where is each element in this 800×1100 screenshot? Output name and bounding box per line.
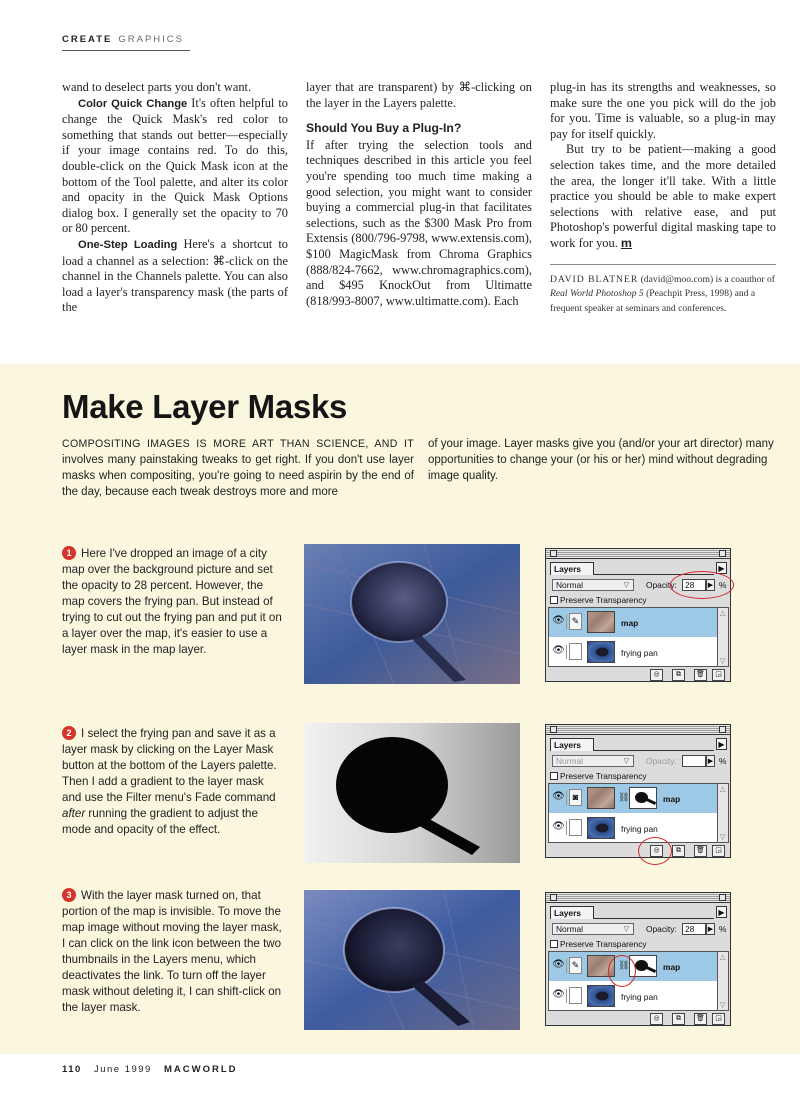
palette-titlebar[interactable] (546, 725, 730, 735)
opacity-slider-arrow-icon[interactable]: ▶ (706, 755, 715, 767)
layers-palette-2 (545, 724, 731, 858)
article-column-3 (550, 80, 776, 316)
eye-icon[interactable]: 👁 (551, 645, 567, 659)
eye-icon[interactable]: 👁 (551, 791, 567, 805)
opacity-field[interactable]: 28 (682, 579, 706, 591)
step-1-photo (304, 544, 520, 684)
checkbox-box[interactable] (550, 940, 558, 948)
article-column-1 (62, 80, 288, 316)
new-layer-button-icon[interactable]: ⧉ (672, 1013, 685, 1025)
author-name: DAVID BLATNER (550, 273, 639, 285)
paintbrush-icon[interactable]: ✎ (569, 613, 582, 630)
map-layer-thumbnail[interactable] (587, 611, 615, 633)
runin-head-color-quick-change: Color Quick Change (78, 97, 188, 110)
blend-mode-value: Normal (556, 924, 583, 934)
page-footer (62, 1064, 238, 1075)
bio-text-1: (david@moo.com) is a coauthor of (638, 273, 775, 285)
bio-book-title: Real World Photoshop 5 (550, 288, 644, 300)
palette-titlebar[interactable] (546, 549, 730, 559)
layer-list (548, 951, 718, 1011)
layer-row-map[interactable] (549, 952, 717, 981)
percent-sign: % (719, 580, 727, 590)
layer-mask-button-icon[interactable]: ◎ (650, 669, 663, 681)
step-3-photo (304, 890, 520, 1030)
layer-name-frying-pan: frying pan (621, 992, 658, 1002)
layer-row-frying-pan[interactable] (549, 982, 717, 1011)
frying-pan-map-image (304, 544, 520, 684)
preserve-transparency-checkbox[interactable] (550, 939, 647, 949)
preserve-transparency-label: Preserve Transparency (560, 771, 647, 781)
eye-icon[interactable]: 👁 (551, 821, 567, 835)
trash-icon[interactable]: 🗑 (694, 1013, 707, 1025)
close-box-icon[interactable] (550, 726, 557, 733)
zoom-box-icon[interactable] (719, 726, 726, 733)
col2-paragraph-1: layer that are transparent) by ⌘-clicking on the layer in the Layers palette. (306, 80, 532, 110)
step-2-text-a: I select the frying pan and save it as a layer mask by clicking on the Layer Mask button at the bottom of the Layers palette. Then I add a gradient to the layer mask and use the Filter menu's Fade command (62, 727, 277, 804)
opacity-label: Opacity: (646, 580, 677, 590)
layer-name-frying-pan: frying pan (621, 648, 658, 658)
empty-brush-slot (569, 819, 582, 836)
frying-pan-layer-thumbnail[interactable] (587, 641, 615, 663)
step-3-text: With the layer mask turned on, that portion of the map is invisible. To move the map image without moving the layer mask, I can click on the link icon between the two thumbnails in the Layers menu, which deactivates the link. To turn off the layer mask without deleting it, I can shift-click on the layer mask. (62, 889, 282, 1014)
empty-brush-slot (569, 987, 582, 1004)
close-box-icon[interactable] (550, 550, 557, 557)
zoom-box-icon[interactable] (719, 894, 726, 901)
scroll-down-arrow-icon[interactable]: ▽ (720, 1002, 726, 1009)
preserve-transparency-label: Preserve Transparency (560, 939, 647, 949)
step-1-text: Here I've dropped an image of a city map over the background picture and set the opacity to 28 percent. However, the map covers the frying pan. But instead of trying to cut out the frying pan and put it on a layer over the map, it's easier to use a layer mask in the map layer. (62, 547, 282, 656)
eye-icon[interactable]: 👁 (551, 959, 567, 973)
checkbox-box[interactable] (550, 596, 558, 604)
subhead-plug-in: Should You Buy a Plug-In? (306, 121, 462, 136)
magazine-name: MACWORLD (163, 1064, 238, 1075)
opacity-label: Opacity: (646, 924, 677, 934)
map-layer-thumbnail[interactable] (587, 787, 615, 809)
layer-mask-thumbnail[interactable] (629, 955, 657, 977)
layer-mask-thumbnail[interactable] (629, 787, 657, 809)
opacity-slider-arrow-icon[interactable]: ▶ (706, 579, 715, 591)
layers-palette-3 (545, 892, 731, 1026)
scroll-up-arrow-icon[interactable]: △ (720, 786, 726, 793)
step-2-badge: 2 (62, 726, 76, 740)
opacity-field[interactable] (682, 755, 706, 767)
frying-pan-mask-image (304, 723, 520, 863)
sidebar-intro-col-2: of your image. Layer masks give you (and/or your art director) many opportunities to change your (or his or her) mind without degrading image quality. (428, 438, 774, 482)
preserve-transparency-label: Preserve Transparency (560, 595, 647, 605)
layer-row-map[interactable] (549, 608, 717, 637)
resize-icon[interactable]: ◲ (712, 1013, 725, 1025)
dropdown-arrow-icon: ▽ (623, 582, 629, 589)
step-2-text-em: after (62, 807, 86, 820)
issue-date: June 1999 (93, 1064, 152, 1075)
palette-bottom-bar (546, 669, 730, 681)
bio-rule (550, 264, 776, 265)
layer-row-frying-pan[interactable] (549, 814, 717, 843)
end-mark: m (620, 235, 632, 250)
scroll-up-arrow-icon[interactable]: △ (720, 954, 726, 961)
step-1-badge: 1 (62, 546, 76, 560)
trash-icon[interactable]: 🗑 (694, 845, 707, 857)
palette-titlebar[interactable] (546, 893, 730, 903)
step-3-badge: 3 (62, 888, 76, 902)
header-rule (62, 50, 190, 51)
scroll-down-arrow-icon[interactable]: ▽ (720, 658, 726, 665)
mask-edit-icon[interactable]: ◙ (569, 789, 582, 806)
trash-icon[interactable]: 🗑 (694, 669, 707, 681)
frying-pan-layer-thumbnail[interactable] (587, 985, 615, 1007)
author-bio (550, 273, 776, 317)
checkbox-box[interactable] (550, 772, 558, 780)
col1-paragraph-3 (62, 237, 288, 316)
layer-name-map: map (621, 618, 639, 628)
blend-mode-select[interactable] (552, 579, 634, 591)
scroll-up-arrow-icon[interactable]: △ (720, 610, 726, 617)
blend-mode-value: Normal (556, 580, 583, 590)
new-layer-button-icon[interactable]: ⧉ (672, 845, 685, 857)
col3-paragraph-2 (550, 142, 776, 251)
col3-paragraph-2-text: But try to be patient—making a good selection takes time, and the more detailed the area, the longer it'll take. With a little practice you should be able to make expert selections with relative ease, and put Photoshop's powerful digital masking tape to work for you. (550, 142, 776, 250)
preserve-transparency-checkbox[interactable] (550, 595, 647, 605)
palette-menu-arrow-icon[interactable]: ▶ (716, 562, 727, 574)
article-column-2 (306, 80, 532, 309)
layers-palette-1 (545, 548, 731, 682)
step-2-caption (62, 726, 284, 838)
eye-icon[interactable]: 👁 (551, 989, 567, 1003)
tab-divider (594, 918, 714, 919)
opacity-field[interactable]: 28 (682, 923, 706, 935)
sidebar-title: Make Layer Masks (62, 388, 348, 425)
resize-icon[interactable]: ◲ (712, 845, 725, 857)
zoom-box-icon[interactable] (719, 550, 726, 557)
col1-paragraph-2-text: It's often helpful to change the Quick Mask's red color to something that stands out better—especially if your image contains red. To do this, double-click on the Quick Mask icon at the bottom of the Tool palette, and alter its color and opacity in the Quick Mask Options dialog box. I generally set the opacity to 70 or 80 percent. (62, 95, 288, 236)
blend-mode-value: Normal (556, 756, 583, 766)
layer-list-scrollbar[interactable] (718, 607, 729, 667)
runin-head-one-step-loading: One-Step Loading (78, 238, 178, 251)
layer-name-frying-pan: frying pan (621, 824, 658, 834)
close-box-icon[interactable] (550, 894, 557, 901)
link-icon[interactable]: ⛓ (618, 792, 630, 802)
palette-bottom-bar (546, 845, 730, 857)
col3-paragraph-1: plug-in has its strengths and weaknesses, so make sure the one you pick will do the job for you. Time is valuable, so a plug-in may pay for itself quickly. (550, 80, 776, 141)
link-icon[interactable]: ⛓ (618, 960, 630, 970)
header-section: GRAPHICS (118, 34, 184, 45)
layer-mask-button-icon[interactable]: ◎ (650, 845, 663, 857)
blend-mode-select[interactable] (552, 755, 634, 767)
tab-divider (594, 750, 714, 751)
resize-icon[interactable]: ◲ (712, 669, 725, 681)
sidebar-intro-col-1 (62, 436, 414, 500)
col2-paragraph-2: If after trying the selection tools and techniques described in this article you feel you're spending too much time making a good selection, you might want to consider buying a commercial plug-in that facilitates selections, such as the $300 Mask Pro from Extensis (800/796-9798, www.extensis.com), $100 MagicMask from Chroma Graphics (888/824-7662, www.chromagraphics.com), and $495 KnockOut from Ultimatte (818/993-8007, www.ultimatte.com). Each (306, 137, 532, 308)
layer-list-scrollbar[interactable] (718, 951, 729, 1011)
layer-name-map: map (663, 794, 681, 804)
tab-layers[interactable]: Layers (550, 738, 594, 751)
eye-icon[interactable]: 👁 (551, 615, 567, 629)
step-3-caption (62, 888, 284, 1016)
running-header (62, 34, 184, 45)
frying-pan-masked-image (304, 890, 520, 1030)
percent-sign: % (719, 924, 727, 934)
map-layer-thumbnail[interactable] (587, 955, 615, 977)
dropdown-arrow-icon: ▽ (623, 758, 629, 765)
opacity-slider-arrow-icon[interactable]: ▶ (706, 923, 715, 935)
layer-mask-button-icon[interactable]: ◎ (650, 1013, 663, 1025)
step-1-caption (62, 546, 284, 658)
palette-menu-arrow-icon[interactable]: ▶ (716, 738, 727, 750)
blend-mode-select[interactable] (552, 923, 634, 935)
scroll-down-arrow-icon[interactable]: ▽ (720, 834, 726, 841)
tab-layers[interactable]: Layers (550, 906, 594, 919)
intro-rest: involves many painstaking tweaks to get right. If you don't use layer masks when compositing, you're going to need aspirin by the end of the day, because each tweak destroys more and more (62, 454, 414, 498)
palette-menu-arrow-icon[interactable]: ▶ (716, 906, 727, 918)
layer-row-map[interactable] (549, 784, 717, 813)
preserve-transparency-checkbox[interactable] (550, 771, 647, 781)
tab-layers[interactable]: Layers (550, 562, 594, 575)
col1-paragraph-3-text: Here's a shortcut to load a channel as a selection: ⌘-click on the channel in the Channels palette. You can also load a layer's transparency mask (the parts of the (62, 236, 288, 315)
step-2-photo (304, 723, 520, 863)
opacity-label: Opacity: (646, 756, 677, 766)
page-number: 110 (62, 1064, 82, 1075)
bio-text-2: (Peachpit Press, 1998) and a frequent speaker at seminars and conferences. (550, 288, 756, 314)
frying-pan-layer-thumbnail[interactable] (587, 817, 615, 839)
empty-brush-slot (569, 643, 582, 660)
layer-name-map: map (663, 962, 681, 972)
palette-bottom-bar (546, 1013, 730, 1025)
col1-paragraph-1: wand to deselect parts you don't want. (62, 80, 252, 94)
col1-paragraph-2 (62, 96, 288, 237)
intro-caps: COMPOSITING IMAGES IS MORE ART THAN SCIENCE, AND IT (62, 438, 414, 450)
tab-divider (594, 574, 714, 575)
layer-list (548, 783, 718, 843)
layer-row-frying-pan[interactable] (549, 638, 717, 667)
layer-list (548, 607, 718, 667)
header-kicker: CREATE (62, 34, 113, 45)
percent-sign: % (719, 756, 727, 766)
paintbrush-icon[interactable]: ✎ (569, 957, 582, 974)
new-layer-button-icon[interactable]: ⧉ (672, 669, 685, 681)
layer-list-scrollbar[interactable] (718, 783, 729, 843)
step-2-text-b: running the gradient to adjust the mode and opacity of the effect. (62, 807, 258, 836)
dropdown-arrow-icon: ▽ (623, 926, 629, 933)
